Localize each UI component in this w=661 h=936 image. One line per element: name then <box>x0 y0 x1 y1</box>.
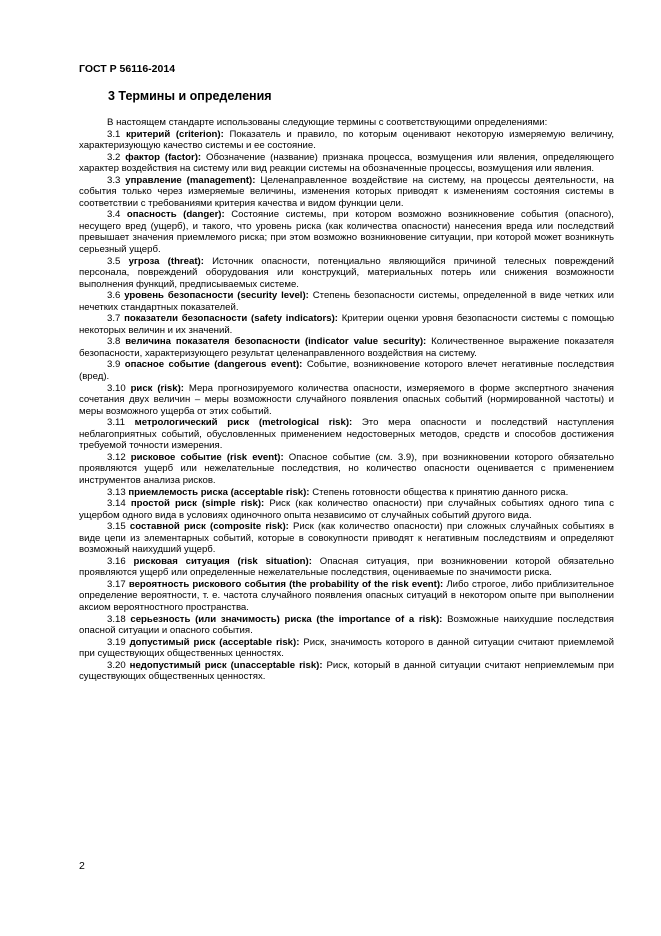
definition-text: Мера прогнозируемого количества опасности, измеряемого в форме экспертного значения сочетания двух величин – меры возможности случайного появления опасных событий (нормированной частоты) и меры возможного ущерба от этих событий. <box>79 382 615 417</box>
definition-number: 3.9 <box>107 359 121 371</box>
definition-paragraph <box>79 359 614 382</box>
definition-term: серьезность (или значимость) риска (the importance of a risk): <box>130 613 443 625</box>
definition-text: Риск (как количество опасности) при сложных случайных событиях в виде цепи из элементарных событий, которые в совокупности приводят к негативным последствиям и определяют возможный наихудший ущерб. <box>79 521 614 556</box>
definition-text: Риск (как количество опасности) при случайных событиях одного типа с ущербом одного вида в условиях одиночного опыта независимо от случайных событий другого вида. <box>79 498 614 521</box>
definition-text: Целенаправленное воздействие на систему, на процессы деятельности, на события только через измеряемые величины, изменения которых приводят к изменениям состояния системы в соответствии с требованиями критерия качества и видом функции цели. <box>79 174 614 209</box>
definition-number: 3.5 <box>107 255 121 267</box>
definition-text: Либо строгое, либо приблизительное определение вероятности, т. е. частота случайного появления опасных ситуаций в некотором опыте при выполнении аксиом вероятностного пространства. <box>79 578 615 613</box>
definition-text: Событие, возникновение которого влечет негативные последствия (вред). <box>79 359 615 383</box>
definition-paragraph <box>79 487 614 499</box>
document-header: ГОСТ Р 56116-2014 <box>79 63 176 75</box>
definition-text: Источник опасности, потенциально являющийся причиной телесных повреждений персонала, повреждений оборудования или конструкций, материальных потерь или снижения возможности выполнения функций, предписываемых системе. <box>79 255 615 290</box>
definition-term: приемлемость риска (acceptable risk): <box>128 486 310 498</box>
definition-term: метрологический риск (metrological risk): <box>134 417 353 429</box>
definition-term: риск (risk): <box>130 382 184 394</box>
definition-term: опасность (danger): <box>126 209 225 221</box>
definition-paragraph <box>79 383 614 418</box>
definition-term: опасное событие (dangerous event): <box>124 359 303 371</box>
definition-number: 3.15 <box>107 521 126 533</box>
definition-paragraph <box>79 290 614 313</box>
definition-term: угроза (threat): <box>128 255 204 267</box>
definition-term: величина показателя безопасности (indicator value security): <box>125 336 427 348</box>
definition-text: Возможные наихудшие последствия опасной ситуации и опасного события. <box>79 613 614 637</box>
definition-number: 3.6 <box>107 290 121 302</box>
definition-number: 3.19 <box>107 636 126 648</box>
definition-number: 3.1 <box>107 128 121 140</box>
definition-text: Критерии оценки уровня безопасности системы с помощью некоторых величин и их значений. <box>79 313 615 336</box>
definition-number: 3.4 <box>107 209 121 221</box>
definition-paragraph <box>79 129 614 152</box>
definition-paragraph <box>79 209 614 255</box>
definition-paragraph <box>79 313 614 336</box>
definition-number: 3.16 <box>107 555 126 567</box>
definition-term: составной риск (composite risk): <box>129 521 289 533</box>
definition-paragraph <box>79 336 614 359</box>
definition-term: рисковое событие (risk event): <box>130 451 284 463</box>
definition-number: 3.13 <box>107 486 126 498</box>
definition-term: управление (management): <box>125 174 256 186</box>
definition-number: 3.8 <box>107 336 121 348</box>
definition-number: 3.14 <box>107 498 126 510</box>
definition-number: 3.11 <box>107 417 125 429</box>
definitions-body <box>79 117 614 683</box>
definition-paragraph <box>79 256 614 291</box>
section-title: 3 Термины и определения <box>108 89 272 103</box>
definition-paragraph <box>79 579 614 614</box>
definition-paragraph <box>79 556 614 579</box>
definition-term: допустимый риск (acceptable risk): <box>129 636 300 648</box>
definition-paragraph <box>79 152 614 175</box>
page-number: 2 <box>79 860 85 872</box>
definition-text: Обозначение (название) признака процесса, возмущения или явления, определяющего характер воздействия на систему или вид реакции системы на обозначенные процессы, возмущения или явления. <box>79 151 615 175</box>
definition-term: показатели безопасности (safety indicators): <box>124 313 338 325</box>
intro-paragraph <box>79 117 614 129</box>
definition-term: уровень безопасности (security level): <box>124 290 309 302</box>
definition-text: Показатель и правило, по которым оценивают некоторую измеряемую величину, характеризующую качество системы и ее состояние. <box>79 128 615 152</box>
definition-number: 3.20 <box>107 659 126 671</box>
definition-paragraph <box>79 452 614 487</box>
definition-number: 3.2 <box>107 151 121 163</box>
definition-paragraph <box>79 521 614 556</box>
definition-number: 3.7 <box>107 313 121 325</box>
definition-paragraph <box>79 660 614 683</box>
definition-term: вероятность рискового события (the probability of the risk event): <box>128 578 444 590</box>
definition-number: 3.10 <box>107 382 126 394</box>
definition-paragraph <box>79 614 614 637</box>
definition-paragraph <box>79 417 614 452</box>
definition-text: Опасное событие (см. 3.9), при возникновении которого обязательно проявляются ущерб или нежелательные последствия, но количество опасности оценивается с применением инструментов анализа рисков. <box>79 451 614 486</box>
definition-text: Количественное выражение показателя безопасности, характеризующего результат целенаправленного воздействия на систему. <box>79 336 615 359</box>
definition-paragraph <box>79 637 614 660</box>
definition-number: 3.18 <box>107 613 126 625</box>
definition-text: Риск, значимость которого в данной ситуации считают приемлемой при существующих общественных ценностях. <box>79 636 614 660</box>
definition-text: Опасная ситуация, при возникновении которой обязательно проявляются ущерб или определенные нежелательные последствия, оцениваемые по значимости риска. <box>79 555 614 579</box>
definition-text: Риск, который в данной ситуации считают неприемлемым при существующих общественных ценностях. <box>79 659 615 683</box>
definition-text: Степень безопасности системы, определенной в виде четких или нечетких стандартных показателей. <box>79 290 614 313</box>
definition-term: фактор (factor): <box>125 151 202 163</box>
definition-number: 3.12 <box>107 451 126 463</box>
definition-text: Состояние системы, при котором возможно возникновение события (опасного), несущего вред (ущерб), и такого, что уровень риска (как количества опасности) нанесения вреда или последствий превышает значения приемлемого риска; при этом возможно возникновение ситуации, при которой может возникнуть серьезный ущерб. <box>79 209 614 256</box>
definition-paragraph <box>79 175 614 210</box>
definition-text: Степень готовности общества к принятию данного риска. <box>312 486 569 498</box>
definition-paragraph <box>79 498 614 521</box>
paragraph-text: В настоящем стандарте использованы следующие термины с соответствующими определениями: <box>107 117 548 128</box>
definition-term: рисковая ситуация (risk situation): <box>133 555 312 567</box>
definition-number: 3.17 <box>107 578 126 590</box>
definition-term: критерий (criterion): <box>125 128 224 140</box>
definition-term: недопустимый риск (unacceptable risk): <box>129 659 323 671</box>
definition-text: Это мера опасности и последствий наступления неблагоприятных событий, обусловленных применением недостоверных методов, средств и способов достижения требуемой точности измерения. <box>79 417 614 452</box>
definition-term: простой риск (simple risk): <box>130 498 265 510</box>
definition-number: 3.3 <box>107 174 121 186</box>
